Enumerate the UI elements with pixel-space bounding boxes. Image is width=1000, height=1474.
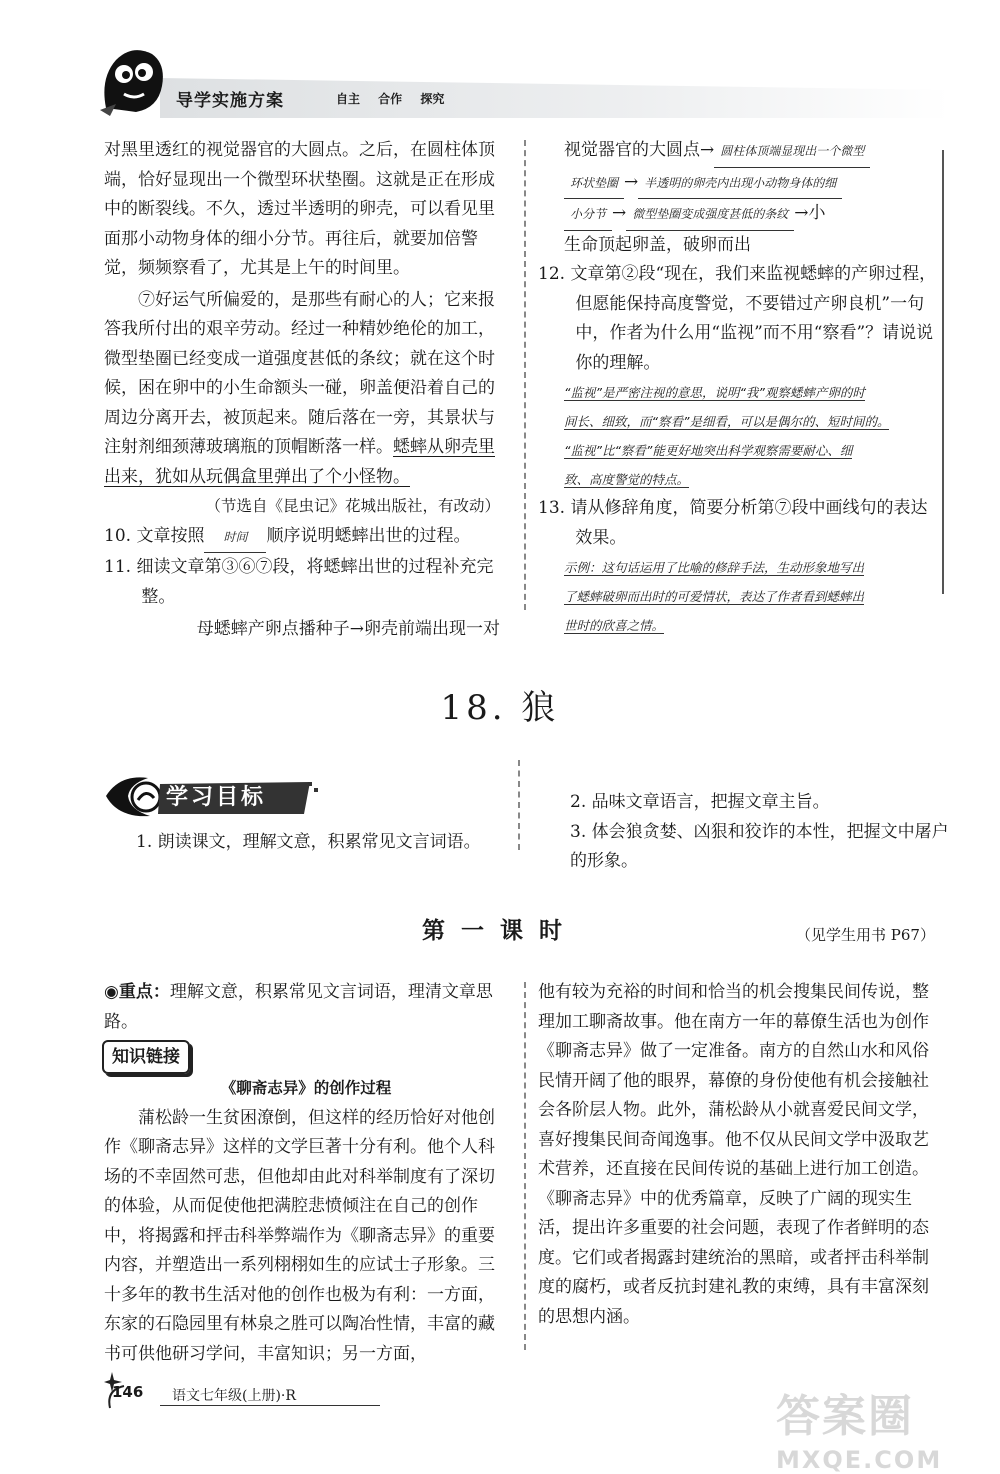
article-body-left: 蒲松龄一生贫困潦倒，但这样的经历恰好对他创作《聊斋志异》这样的文学巨著十分有利。他个人科场的不幸固然可悲，但他却由此对科举制度有了深切的体验，从而促使他把满腔悲愤倾注在自己的创作中，将揭露和抨击科举弊端作为《聊斋志异》的重要内容，并塑造出一系列栩栩如生的应试士子形象。三十多年的教书生活对他的创作也极为有利：一方面，东家的石隐园里有林泉之胜可以陶冶性情，丰富的藏书可供他研习学问，丰富知识；另一方面， — [104, 1107, 495, 1364]
goals-right — [570, 788, 950, 877]
goal-badge-label: 学习目标 — [166, 785, 267, 810]
question-10-prefix: 10. 文章按照 — [104, 525, 205, 546]
question-10-suffix: 顺序说明蟋蟀出世的过程。 — [266, 525, 471, 546]
article-body-right: 他有较为充裕的时间和恰当的机会搜集民间传说，整理加工聊斋故事。他在南方一年的幕僚生活也为创作《聊斋志异》做了一定准备。南方的自然山水和风俗民情开阔了他的眼界，幕僚的身份使他有机会接触社会各阶层人物。此外，蒲松龄从小就喜爱民间文学，喜好搜集民间奇闻逸事。他不仅从民间文学中汲取艺术营养，还直接在民间传说的基础上进行加工创造。《聊斋志异》中的优秀篇章，反映了广阔的现实生活，提出许多重要的社会问题，表现了作者鲜明的态度。它们或者揭露封建统治的黑暗，或者抨击科举制度的腐朽，或者反抗封建礼教的束缚，具有丰富深刻的思想内涵。 — [538, 982, 929, 1327]
question-13-answer — [538, 553, 938, 640]
chain-line-3 — [538, 199, 938, 231]
question-10 — [104, 522, 500, 554]
paragraph-7-text: ⑦好运气所偏爱的，是那些有耐心的人；它来报答我所付出的艰辛劳动。经过一种精妙绝伦的加工，微型垫圈已经变成一道强度甚低的条纹；就在这个时候，困在卵中的小生命额头一碰，卵盖便沿着自己的周边分离开去，被顶起来。随后落在一旁，其景状与注射剂细颈薄玻璃瓶的顶帽断落一样。 — [104, 289, 495, 457]
answer-margin-rule — [942, 150, 944, 594]
q12-answer-line-2: 间长、细致，而“察看”是细看，可以是偶尔的、短时间的。 — [564, 414, 890, 429]
q12-answer-line-4: 致、高度警觉的特点。 — [564, 472, 690, 487]
section-reference: （见学生用书 P67） — [796, 926, 935, 944]
column-divider-top — [524, 140, 526, 610]
chain-line-1 — [538, 136, 938, 168]
q13-answer-line-2: 了蟋蟀破卵而出时的可爱情状，表达了作者看到蟋蟀出 — [564, 589, 865, 604]
chain-answer-a2: 环状垫圈 — [564, 169, 624, 200]
chain-arrow-1: → — [624, 171, 639, 192]
footer-rule — [160, 1405, 380, 1406]
column-divider-bottom — [524, 982, 526, 1350]
goal-1: 1. 朗读课文，理解文意，积累常见文言词语。 — [136, 832, 481, 852]
article-title: 《聊斋志异》的创作过程 — [220, 1079, 392, 1097]
key-point-label: ◉重点： — [104, 982, 170, 1002]
q12-answer-line-1: “监视”是严密注视的意思，说明“我”观察蟋蟀产卵的时 — [564, 385, 865, 400]
chain-answer-b1: 半透明的卵壳内出现小动物身体的细 — [638, 169, 842, 200]
question-11: 11. 细读文章第③⑥⑦段，将蟋蟀出世的过程补充完整。 — [104, 557, 494, 607]
goal-3: 3. 体会狼贪婪、凶狠和狡诈的本性，把握文中屠户的形象。 — [570, 821, 949, 871]
knowledge-link-badge: 知识链接 — [102, 1040, 190, 1074]
key-point-text: 理解文意，积累常见文言词语，理清文章思路。 — [104, 982, 493, 1032]
q13-answer-line-3: 世时的欣喜之情。 — [564, 618, 665, 633]
bottom-left-article — [104, 1074, 508, 1369]
question-12-answer — [538, 378, 938, 494]
top-left-column — [104, 136, 500, 645]
q12-answer-line-3: “监视”比“察看”能更好地突出科学观察需要耐心、细 — [564, 443, 853, 458]
bottom-left-column — [104, 978, 508, 1037]
watermark-line-2: MXQE.COM — [776, 1446, 943, 1474]
lesson-title: 18. 狼 — [440, 688, 560, 728]
chain-start: 视觉器官的大圆点→ — [564, 140, 715, 160]
chain-line-2 — [538, 168, 938, 200]
page-number: 146 — [112, 1383, 144, 1401]
chain-answer-b2: 小分节 — [564, 200, 612, 231]
column-divider-goals — [518, 760, 520, 850]
key-point — [104, 978, 508, 1037]
chain-answer-c: 微型垫圈变成强度甚低的条纹 — [626, 200, 794, 231]
watermark-line-1: 答案圈 — [776, 1391, 914, 1442]
q13-answer-line-1: 示例：这句话运用了比喻的修辞手法，生动形象地写出 — [564, 560, 865, 575]
chain-answer-a1: 圆柱体顶端显现出一个微型 — [714, 137, 870, 168]
question-12: 12. 文章第②段“现在，我们来监视蟋蟀的产卵过程，但愿能保持高度警觉，不要错过产卵良机”一句中，作者为什么用“监视”而不用“察看”？请说说你的理解。 — [538, 264, 937, 373]
paragraph-continued: 对黑里透红的视觉器官的大圆点。之后，在圆柱体顶端，恰好显现出一个微型环状垫圈。这就是正在形成中的断裂线。不久，透过半透明的卵壳，可以看见里面那小动物身体的细小分节。再往后，就要加倍警觉，频频察看了，尤其是上午的时间里。 — [104, 140, 495, 278]
header-title: 导学实施方案 — [176, 91, 284, 111]
bottom-right-column — [538, 978, 942, 1332]
source-note: （节选自《昆虫记》花城出版社，有改动） — [205, 497, 500, 515]
watermark — [776, 1380, 942, 1474]
goal-2: 2. 品味文章语言，把握文章主旨。 — [570, 792, 830, 812]
top-right-column — [538, 136, 938, 640]
chain-arrow-2: → — [612, 203, 627, 223]
header-subtitle: 自主 合作 探究 — [336, 92, 445, 106]
book-label: 语文七年级(上册)·R — [172, 1388, 296, 1404]
mascot-logo — [96, 38, 168, 116]
chain-end-2: 生命顶起卵盖，破卵而出 — [564, 234, 751, 255]
section-title: 第一课时 — [422, 918, 578, 944]
question-10-answer: 时间 — [204, 523, 266, 554]
chain-end-1: →小 — [794, 203, 826, 223]
question-13: 13. 请从修辞角度，简要分析第⑦段中画线句的表达效果。 — [538, 498, 928, 548]
question-11-chain: 母蟋蟀产卵点播种子→卵壳前端出现一对 — [196, 619, 500, 639]
paragraph-7 — [104, 286, 500, 493]
paragraph-7-underlined: 蟋蟀从卵壳里出来，犹如从玩偶盒里弹出了个小怪物。 — [104, 437, 495, 487]
